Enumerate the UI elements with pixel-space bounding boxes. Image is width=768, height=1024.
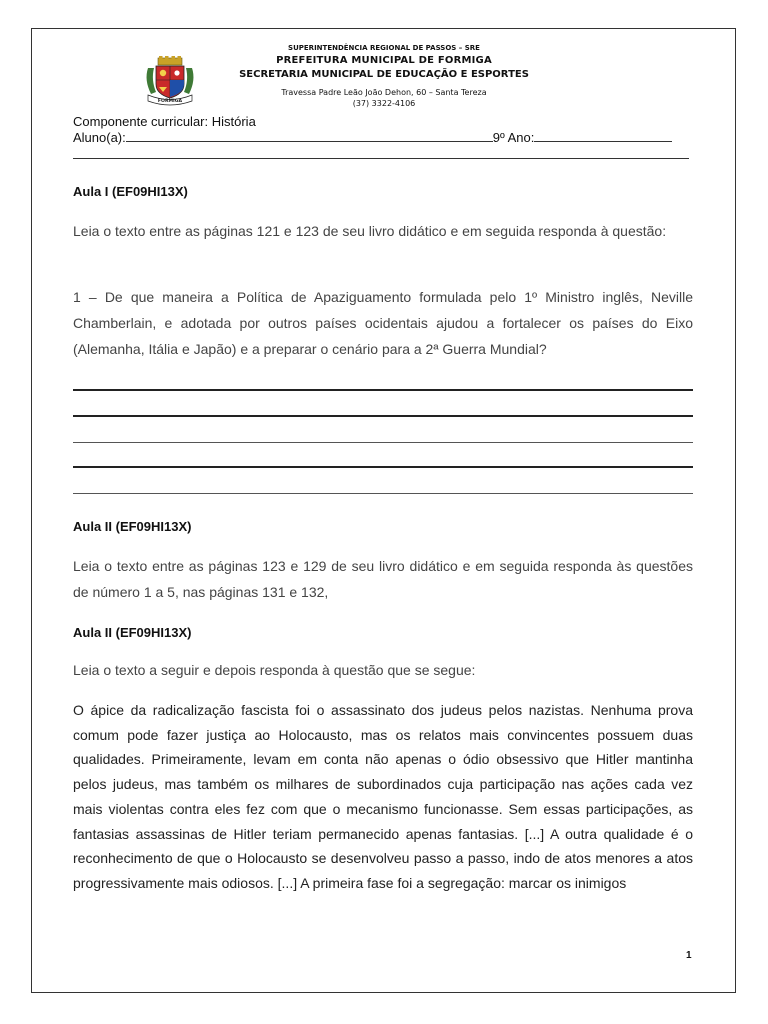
grade-label: 9º Ano:: [492, 130, 535, 145]
crest-ribbon-text: FORMIGA: [157, 99, 183, 104]
lesson1-question: 1 – De que maneira a Política de Apaziguamento formulada pelo 1º Ministro inglês, Neville Chamberlain, e adotada por outros países ocidentais ajudou a fortalecer os países do Eixo (Alemanha, Itália e Japão) e a preparar o cenário para a 2ª Guerra Mundial?: [73, 289, 693, 357]
lesson2-title: Aula II (EF09HI13X): [73, 519, 192, 534]
lesson3-title: Aula II (EF09HI13X): [73, 625, 192, 640]
header-address: Travessa Padre Leão João Dehon, 60 – Santa Tereza: [281, 88, 487, 97]
answer-line[interactable]: [73, 442, 693, 443]
page-number: 1: [686, 950, 692, 961]
answer-line[interactable]: [73, 466, 693, 468]
lesson3-instructions: Leia o texto a seguir e depois responda à questão que se segue:: [73, 662, 476, 678]
grade-field[interactable]: [534, 130, 672, 142]
student-name-field[interactable]: [126, 130, 493, 142]
lesson1-instructions: Leia o texto entre as páginas 121 e 123 de seu livro didático e em seguida responda à questão:: [73, 223, 667, 239]
header-superintendence: SUPERINTENDÊNCIA REGIONAL DE PASSOS – SRE: [288, 44, 480, 52]
lesson3-passage: O ápice da radicalização fascista foi o assassinato dos judeus pelos nazistas. Nenhuma prova comum pode fazer justiça ao Holocausto, mas os relatos mais convincentes possuem duas qualidades. Primeiramente, levam em conta não apenas o ódio obsessivo que Hitler mantinha pelos judeus, mas também os milhares de subordinados cuja participação nas ações cada vez mais violentas contra eles fez com que o mecanismo funcionasse. Sem essas participações, as fantasias assassinas de Hitler teriam permanecido apenas fantasias. [...] A outra qualidade é o reconhecimento de que o Holocausto se desenvolveu passo a passo, indo de atos menores a atos progressivamente mais odiosos. [...] A primeira fase foi a segregação: marcar os inimigos: [73, 702, 693, 891]
lesson1-title: Aula I (EF09HI13X): [73, 184, 188, 199]
header-prefecture: PREFEITURA MUNICIPAL DE FORMIGA: [276, 55, 492, 66]
curricular-component: Componente curricular: História: [73, 114, 256, 129]
student-line: [73, 130, 672, 145]
header-secretariat: SECRETARIA MUNICIPAL DE EDUCAÇÃO E ESPORTES: [239, 69, 529, 80]
header-divider: [73, 158, 689, 159]
lesson2-instructions: Leia o texto entre as páginas 123 e 129 de seu livro didático e em seguida responda às questões de número 1 a 5, nas páginas 131 e 132,: [73, 558, 693, 600]
header-phone: (37) 3322-4106: [352, 99, 416, 108]
municipal-crest-icon: [142, 56, 198, 106]
answer-line[interactable]: [73, 493, 693, 494]
answer-line[interactable]: [73, 415, 693, 417]
student-name-label: Aluno(a):: [73, 130, 126, 145]
answer-line[interactable]: [73, 389, 693, 391]
